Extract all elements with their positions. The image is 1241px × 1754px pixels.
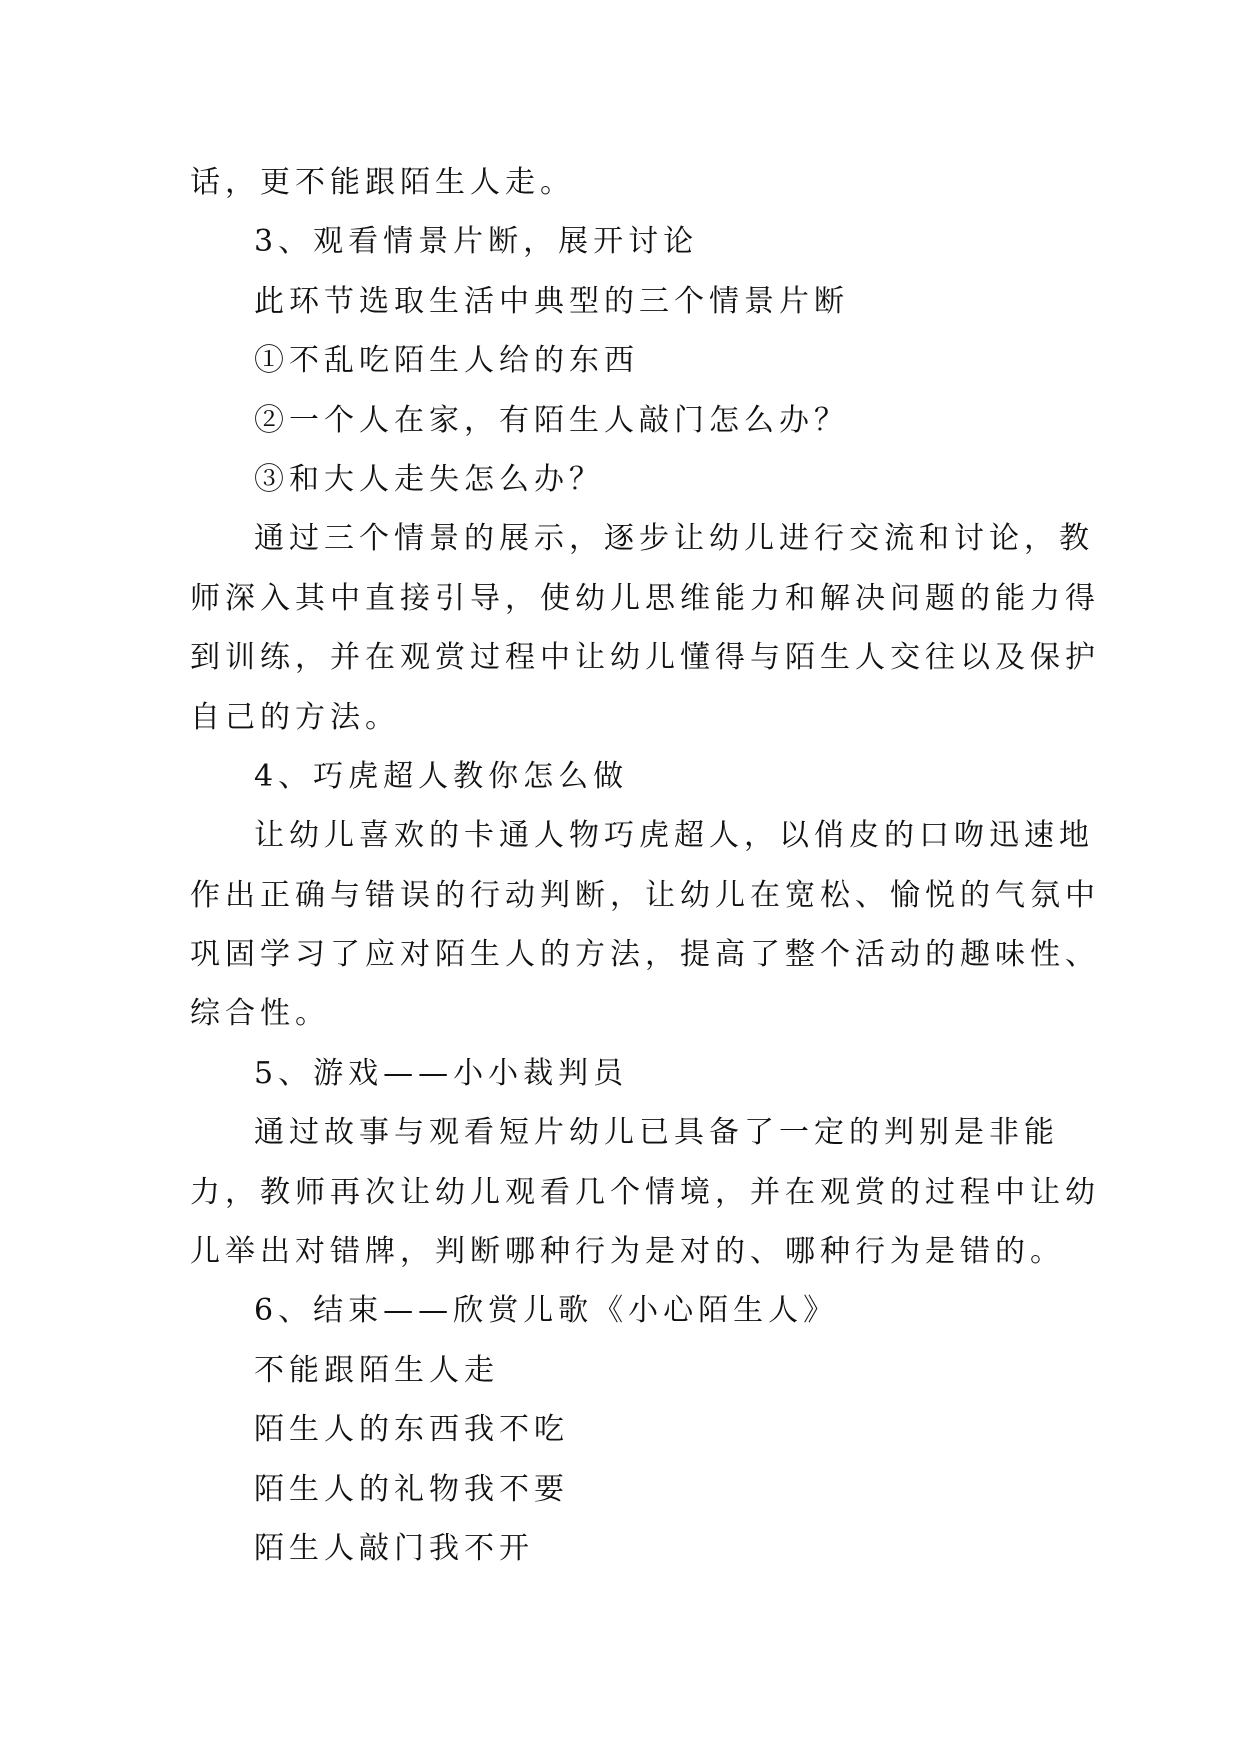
list-item: ①不乱吃陌生人给的东西	[254, 343, 639, 379]
paragraph-line: 师深入其中直接引导，使幼儿思维能力和解决问题的能力得	[190, 580, 1100, 616]
paragraph-line: 力，教师再次让幼儿观看几个情境，并在观赏的过程中让幼	[190, 1174, 1100, 1210]
poem-line: 陌生人的礼物我不要	[254, 1471, 569, 1507]
paragraph-line: 话，更不能跟陌生人走。	[190, 165, 575, 200]
document-body	[190, 153, 1100, 1578]
poem-line: 陌生人的东西我不吃	[254, 1412, 569, 1448]
paragraph-line: 让幼儿喜欢的卡通人物巧虎超人，以俏皮的口吻迅速地	[254, 818, 1094, 854]
paragraph-line: 通过三个情景的展示，逐步让幼儿进行交流和讨论，教	[254, 521, 1094, 557]
paragraph-line: 儿举出对错牌，判断哪种行为是对的、哪种行为是错的。	[190, 1234, 1065, 1270]
paragraph-line: 综合性。	[190, 996, 330, 1032]
section-heading-5: 5、游戏——小小裁判员	[254, 1055, 629, 1091]
poem-line: 不能跟陌生人走	[254, 1352, 499, 1388]
section-heading-3: 3、观看情景片断，展开讨论	[254, 224, 699, 260]
paragraph-line: 巩固学习了应对陌生人的方法，提高了整个活动的趣味性、	[190, 937, 1100, 973]
section-heading-4: 4、巧虎超人教你怎么做	[254, 758, 629, 794]
paragraph-line: 此环节选取生活中典型的三个情景片断	[254, 283, 849, 319]
list-item: ③和大人走失怎么办？	[254, 461, 604, 497]
paragraph-line: 到训练，并在观赏过程中让幼儿懂得与陌生人交往以及保护	[190, 640, 1100, 676]
section-heading-6: 6、结束——欣赏儿歌《小心陌生人》	[254, 1293, 839, 1329]
paragraph-line: 通过故事与观看短片幼儿已具备了一定的判别是非能	[254, 1115, 1059, 1151]
paragraph-line: 自己的方法。	[190, 699, 400, 735]
poem-line: 陌生人敲门我不开	[254, 1530, 534, 1566]
paragraph-line: 作出正确与错误的行动判断，让幼儿在宽松、愉悦的气氛中	[190, 877, 1100, 913]
list-item: ②一个人在家，有陌生人敲门怎么办？	[254, 402, 849, 438]
